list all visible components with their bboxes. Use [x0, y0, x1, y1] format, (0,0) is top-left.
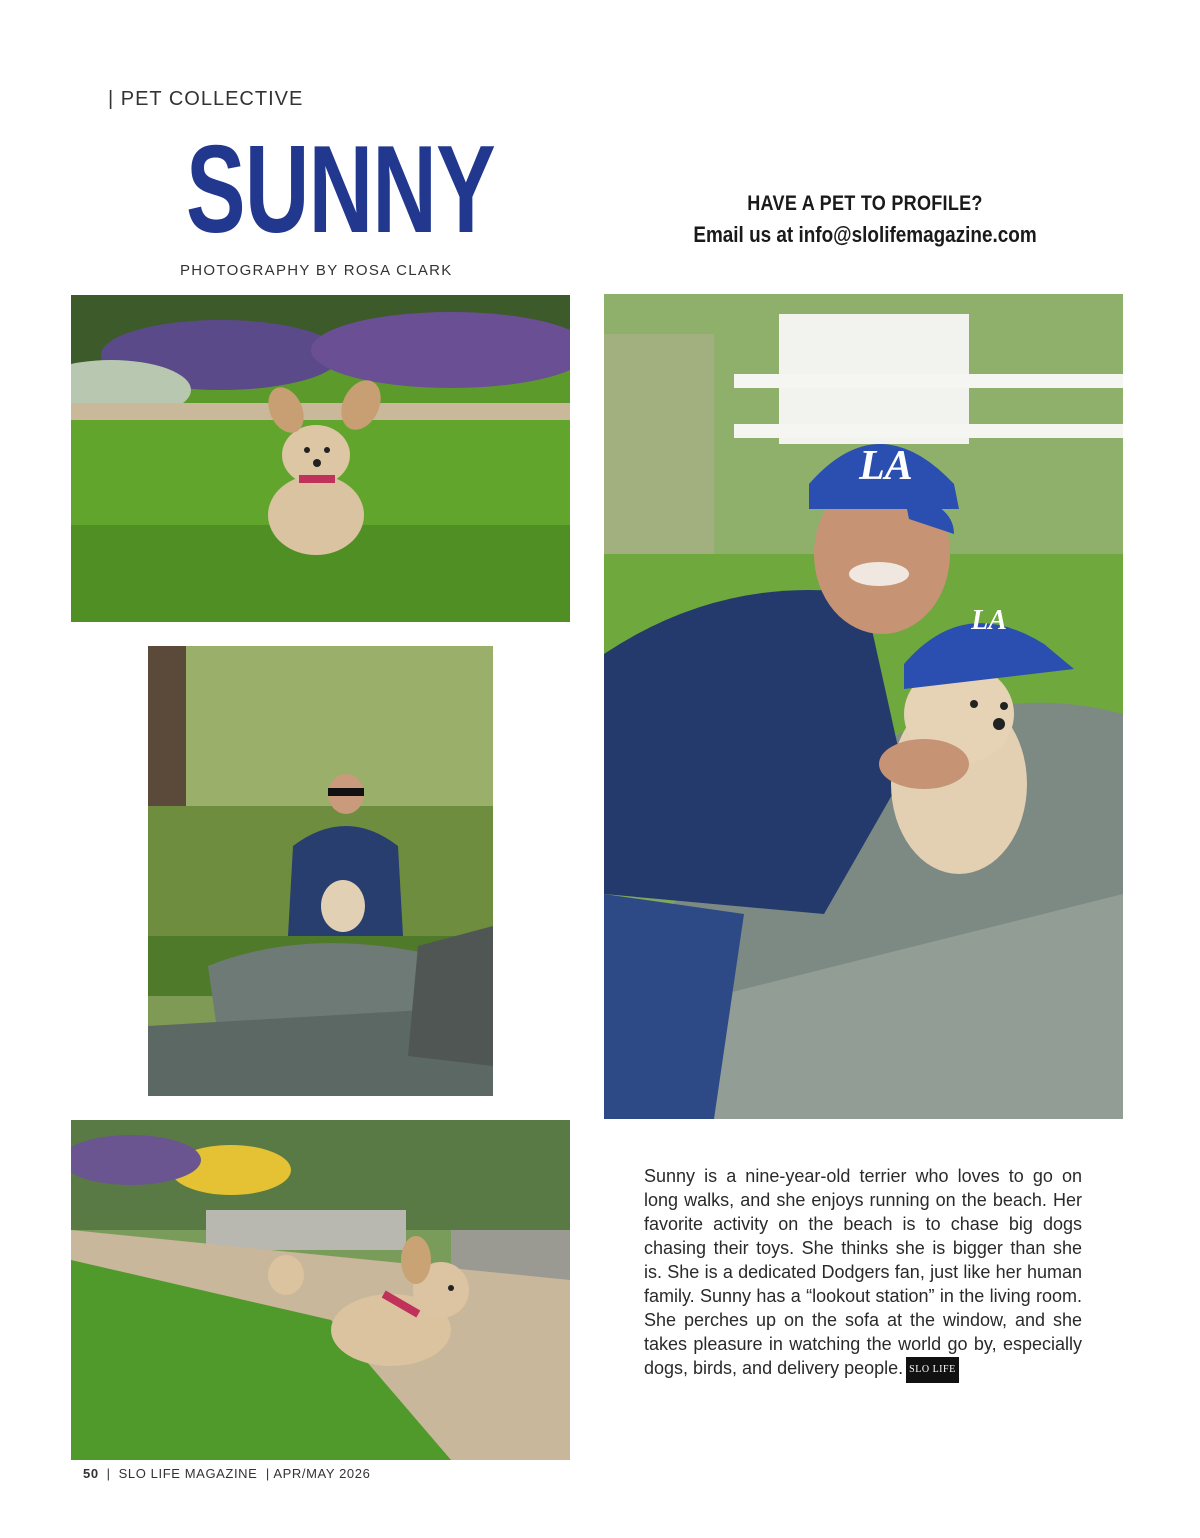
page-footer — [83, 1466, 370, 1481]
promo-email[interactable]: Email us at info@slolifemagazine.com — [693, 222, 1037, 247]
issue-date: | APR/MAY 2026 — [265, 1466, 371, 1481]
article-body — [644, 1164, 1082, 1383]
footer-separator: | — [106, 1466, 111, 1481]
cap-logo-dog: LA — [971, 605, 1007, 636]
article-text: Sunny is a nine-year-old terrier who loves to go on long walks, and she enjoys running on the beach. Her favorite activity on the beach is to chase big dogs chasing their toys. She thinks she is bigger than she is. She is a dedicated Dodgers fan, just like her human family. Sunny has a “lookout station” in the living room. She perches up on the sofa at the window, and she takes pleasure in watching the world go by, especially dogs, birds, and delivery people. — [644, 1166, 1082, 1378]
submission-promo — [640, 192, 1090, 248]
photo-credit: PHOTOGRAPHY BY ROSA CLARK — [180, 262, 453, 279]
promo-heading: HAVE A PET TO PROFILE? — [747, 192, 983, 215]
page-number: 50 — [83, 1466, 99, 1481]
end-mark: SLO LIFE — [906, 1357, 959, 1383]
magazine-name: SLO LIFE MAGAZINE — [118, 1466, 258, 1481]
section-label: | PET COLLECTIVE — [108, 88, 304, 110]
photo-dog-sitting — [71, 295, 570, 622]
photo-dog-running — [71, 1120, 570, 1460]
photo-woman-dog-rocks — [148, 646, 493, 1096]
page-title: SUNNY — [186, 121, 495, 259]
cap-logo-woman: LA — [859, 443, 913, 489]
photo-woman-dog-la-caps — [604, 294, 1123, 1119]
